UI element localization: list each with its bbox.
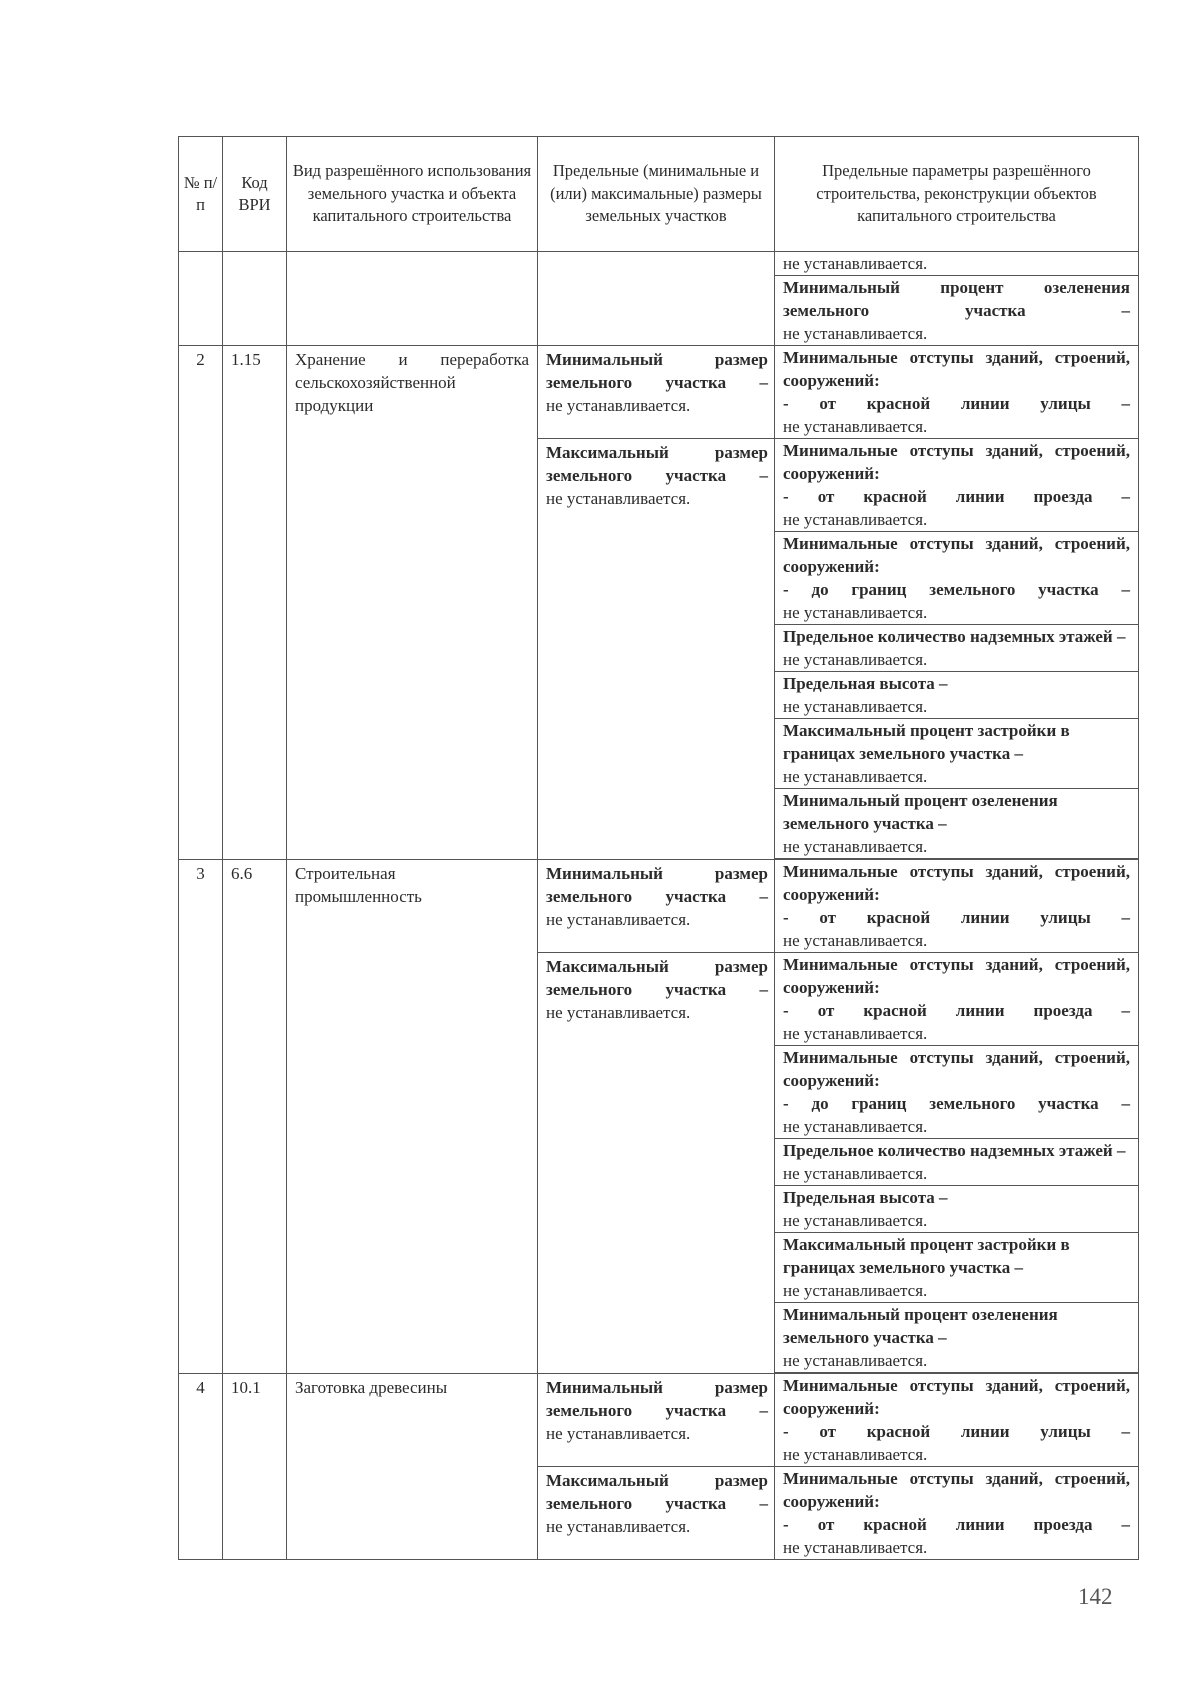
param-cell: [775, 672, 1139, 719]
param-value: не устанавливается.: [783, 510, 928, 529]
param-cell: [775, 1303, 1139, 1373]
param-cell: [775, 789, 1139, 859]
param-cell: [775, 346, 1139, 439]
param-value: не устанавливается.: [783, 1117, 928, 1136]
min-size-title: Минимальный размер земельного участка –: [546, 1378, 768, 1420]
min-size-value: не устанавливается.: [546, 1424, 691, 1443]
param-value: не устанавливается.: [783, 837, 928, 856]
header-num: № п/ п: [179, 137, 223, 252]
max-size-title: Максимальный размер земельного участка –: [546, 957, 768, 999]
min-size-value: не устанавливается.: [546, 396, 691, 415]
param-title: Предельная высота –: [783, 674, 948, 693]
min-size-cell: [538, 1374, 775, 1467]
max-size-cell: [538, 1467, 775, 1560]
max-size-value: не устанавливается.: [546, 1517, 691, 1536]
max-size-value: не устанавливается.: [546, 1003, 691, 1022]
row-name-text: Строительная промышленность: [295, 864, 422, 906]
page-number: 142: [1078, 1584, 1113, 1609]
param-sub: - до границ земельного участка –: [783, 580, 1130, 599]
param-title: Минимальные отступы зданий, строений, сооружений:: [783, 1048, 1130, 1090]
param-value: не устанавливается.: [783, 1445, 928, 1464]
regulations-table: [178, 136, 1139, 1560]
param-line: [783, 1139, 1130, 1185]
param-line: [783, 625, 1130, 671]
table-row: [179, 346, 1139, 439]
row-code: 10.1: [223, 1374, 287, 1560]
row-code: 6.6: [223, 860, 287, 1374]
param-value: не устанавливается.: [783, 324, 928, 343]
param-cell: [775, 532, 1139, 625]
param-value: не устанавливается.: [783, 1538, 928, 1557]
param-sub: - от красной линии улицы –: [783, 394, 1130, 413]
param-value: не устанавливается.: [783, 767, 928, 786]
param-title: Предельная высота –: [783, 1188, 948, 1207]
param-cell: [775, 1374, 1139, 1467]
row-number: 4: [179, 1374, 223, 1560]
param-cell: [775, 276, 1139, 346]
param-value: не устанавливается.: [783, 1211, 928, 1230]
max-size-value: не устанавливается.: [546, 489, 691, 508]
row-name: [287, 346, 538, 860]
param-sub: - до границ земельного участка –: [783, 1094, 1130, 1113]
param-title: Максимальный процент застройки в границах земельного участка –: [783, 721, 1070, 763]
param-cell: [775, 1233, 1139, 1303]
param-title: Минимальные отступы зданий, строений, сооружений:: [783, 441, 1130, 483]
row-name-text: Хранение и переработка сельскохозяйственной продукции: [295, 350, 529, 415]
max-size-title: Максимальный размер земельного участка –: [546, 443, 768, 485]
table-row: [179, 860, 1139, 953]
param-title: Минимальный процент озеленения земельного участка –: [783, 1305, 1058, 1347]
param-cell: [775, 1139, 1139, 1186]
cell-name: [287, 252, 538, 346]
cell-code: [223, 252, 287, 346]
table-header-row: [179, 137, 1139, 252]
param-cell: [775, 860, 1139, 953]
param-title: Минимальные отступы зданий, строений, сооружений:: [783, 1376, 1130, 1418]
header-sizes: Предельные (минимальные и (или) максимальные) размеры земельных участков: [538, 137, 775, 252]
param-cell: [775, 953, 1139, 1046]
max-size-title: Максимальный размер земельного участка –: [546, 1471, 768, 1513]
param-sub: - от красной линии проезда –: [783, 487, 1130, 506]
min-size-value: не устанавливается.: [546, 910, 691, 929]
param-value: не устанавливается.: [783, 931, 928, 950]
param-value: не устанавливается.: [783, 1164, 928, 1183]
param-value: не устанавливается.: [783, 650, 928, 669]
min-size-cell: [538, 860, 775, 953]
min-size-title: Минимальный размер земельного участка –: [546, 350, 768, 392]
param-title: Предельное количество надземных этажей –: [783, 1141, 1126, 1160]
row-name: [287, 860, 538, 1374]
max-size-cell: [538, 953, 775, 1374]
param-value: не устанавливается.: [783, 697, 928, 716]
param-cell: [775, 1467, 1139, 1560]
param-value: не устанавливается.: [783, 603, 928, 622]
header-name: Вид разрешённого использования земельного участка и объекта капитального строительства: [287, 137, 538, 252]
param-value: не устанавливается.: [783, 254, 928, 273]
row-number: 2: [179, 346, 223, 860]
cell-num: [179, 252, 223, 346]
param-cell: [775, 1046, 1139, 1139]
param-cell: [775, 719, 1139, 789]
param-title: Минимальные отступы зданий, строений, сооружений:: [783, 862, 1130, 904]
header-params: Предельные параметры разрешённого строительства, реконструкции объектов капитального строительства: [775, 137, 1139, 252]
min-size-cell: [538, 346, 775, 439]
param-title: Минимальные отступы зданий, строений, сооружений:: [783, 955, 1130, 997]
row-code: 1.15: [223, 346, 287, 860]
param-cell: [775, 439, 1139, 532]
row-name-text: Заготовка древесины: [295, 1378, 448, 1397]
param-sub: - от красной линии улицы –: [783, 908, 1130, 927]
min-size-title: Минимальный размер земельного участка –: [546, 864, 768, 906]
param-value: не устанавливается.: [783, 417, 928, 436]
max-size-cell: [538, 439, 775, 860]
cell-sizes: [538, 252, 775, 346]
param-cell: [775, 252, 1139, 276]
param-title: Максимальный процент застройки в границах земельного участка –: [783, 1235, 1070, 1277]
param-title: Минимальные отступы зданий, строений, сооружений:: [783, 348, 1130, 390]
param-value: не устанавливается.: [783, 1281, 928, 1300]
param-title: Минимальный процент озеленения земельного участка –: [783, 278, 1130, 320]
table-row: [179, 1374, 1139, 1467]
param-sub: - от красной линии проезда –: [783, 1001, 1130, 1020]
param-title: Минимальные отступы зданий, строений, сооружений:: [783, 534, 1130, 576]
param-cell: [775, 625, 1139, 672]
row-name: [287, 1374, 538, 1560]
param-value: не устанавливается.: [783, 1351, 928, 1370]
param-title: Предельное количество надземных этажей –: [783, 627, 1126, 646]
row-number: 3: [179, 860, 223, 1374]
param-sub: - от красной линии проезда –: [783, 1515, 1130, 1534]
param-sub: - от красной линии улицы –: [783, 1422, 1130, 1441]
param-title: Минимальный процент озеленения земельного участка –: [783, 791, 1058, 833]
param-cell: [775, 1186, 1139, 1233]
header-code: Код ВРИ: [223, 137, 287, 252]
param-value: не устанавливается.: [783, 1024, 928, 1043]
param-title: Минимальные отступы зданий, строений, сооружений:: [783, 1469, 1130, 1511]
table-row: [179, 252, 1139, 276]
